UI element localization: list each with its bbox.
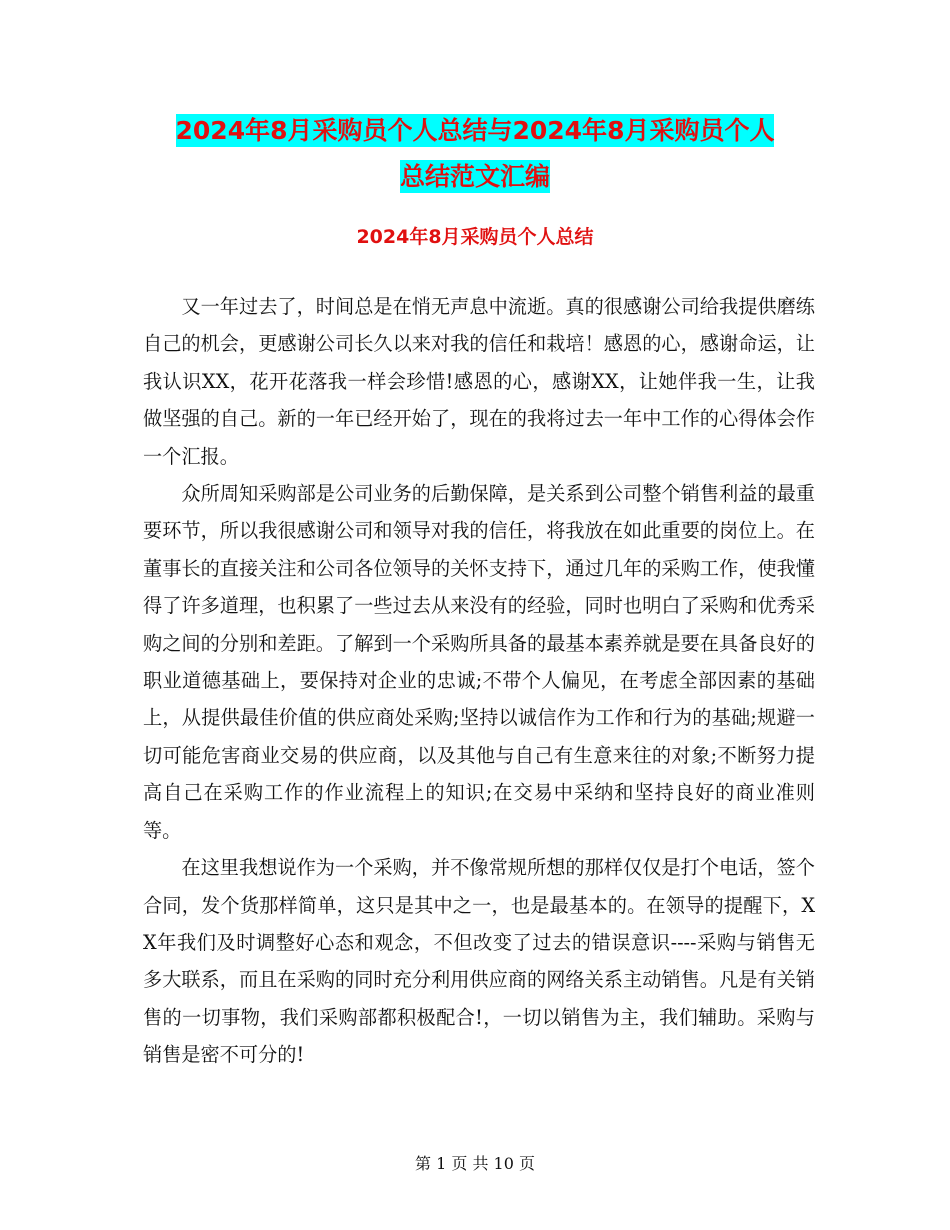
page-footer: 第 1 页 共 10 页 [415,1154,535,1173]
document-title-line-1: 2024年8月采购员个人总结与2024年8月采购员个人 [175,116,775,145]
document-body [143,288,815,1074]
document-title-line-2: 总结范文汇编 [399,162,550,191]
document-title [0,108,950,200]
paragraph-2: 众所周知采购部是公司业务的后勤保障，是关系到公司整个销售利益的最重要环节，所以我很感谢公司和领导对我的信任，将我放在如此重要的岗位上。在董事长的直接关注和公司各位领导的关怀支持下，通过几年的采购工作，使我懂得了许多道理，也积累了一些过去从来没有的经验，同时也明白了采购和优秀采购之间的分别和差距。了解到一个采购所具备的最基本素养就是要在具备良好的职业道德基础上，要保持对企业的忠诚;不带个人偏见，在考虑全部因素的基础上，从提供最佳价值的供应商处采购;坚持以诚信作为工作和行为的基础;规避一切可能危害商业交易的供应商，以及其他与自己有生意来往的对象;不断努力提高自己在采购工作的作业流程上的知识;在交易中采纳和坚持良好的商业准则等。 [143,482,815,842]
paragraph-1: 又一年过去了，时间总是在悄无声息中流逝。真的很感谢公司给我提供磨练自己的机会，更感谢公司长久以来对我的信任和栽培！感恩的心，感谢命运，让我认识XX，花开花落我一样会珍惜!感恩的心，感谢XX，让她伴我一生，让我做坚强的自己。新的一年已经开始了，现在的我将过去一年中工作的心得体会作一个汇报。 [143,295,815,468]
section-title: 2024年8月采购员个人总结 [356,226,594,248]
paragraph-3: 在这里我想说作为一个采购，并不像常规所想的那样仅仅是打个电话，签个合同，发个货那样简单，这只是其中之一，也是最基本的。在领导的提醒下，XX年我们及时调整好心态和观念，不但改变了过去的错误意识----采购与销售无多大联系，而且在采购的同时充分利用供应商的网络关系主动销售。凡是有关销售的一切事物，我们采购部都积极配合!，一切以销售为主，我们辅助。采购与销售是密不可分的! [143,856,815,1067]
